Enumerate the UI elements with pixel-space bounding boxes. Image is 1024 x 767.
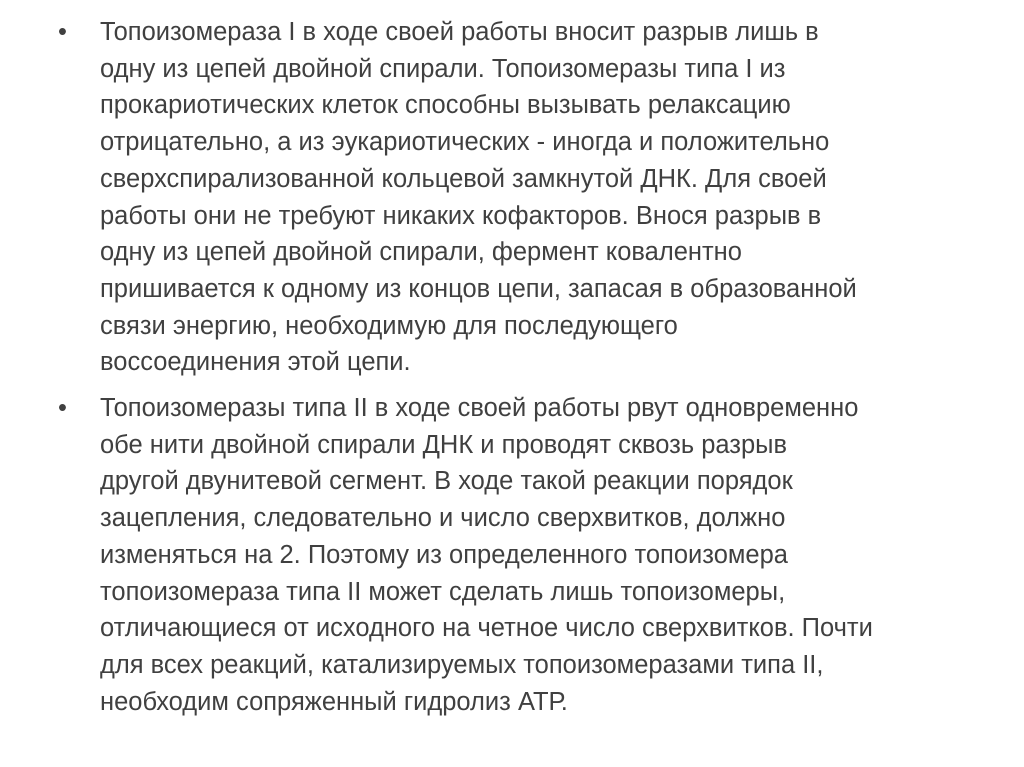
paragraph-line: Топоизомеразы типа II в ходе своей работы рвут одновременно xyxy=(100,394,859,423)
paragraph-line: топоизомераза типа II может сделать лишь топоизомеры, xyxy=(100,577,786,606)
paragraph-line: изменяться на 2. Поэтому из определенного топоизомера xyxy=(100,540,788,569)
bullet-item-topoisomerase-2 xyxy=(58,390,998,720)
paragraph-line: воссоединения этой цепи. xyxy=(100,348,411,377)
paragraph-line: обе нити двойной спирали ДНК и проводят сквозь разрыв xyxy=(100,430,788,459)
paragraph-line: одну из цепей двойной спирали. Топоизомеразы типа I из xyxy=(100,54,786,83)
paragraph-line: сверхспирализованной кольцевой замкнутой ДНК. Для своей xyxy=(100,164,827,193)
paragraph-line: отрицательно, а из эукариотических - иногда и положительно xyxy=(100,128,830,157)
bullet-list xyxy=(58,14,998,729)
paragraph-line: для всех реакций, катализируемых топоизомеразами типа II, xyxy=(100,650,824,679)
paragraph-line: другой двунитевой сегмент. В ходе такой реакции порядок xyxy=(100,467,793,496)
paragraph-line: работы они не требуют никаких кофакторов. Внося разрыв в xyxy=(100,201,822,230)
paragraph-line: одну из цепей двойной спирали, фермент ковалентно xyxy=(100,238,742,267)
paragraph-line: зацепления, следовательно и число сверхвитков, должно xyxy=(100,504,786,533)
bullet-item-topoisomerase-1 xyxy=(58,14,998,381)
bullet-icon: • xyxy=(58,394,67,423)
paragraph-line: Топоизомераза I в ходе своей работы вносит разрыв лишь в xyxy=(100,18,819,46)
paragraph-line: необходим сопряженный гидролиз АТР. xyxy=(100,687,568,716)
paragraph-line: прокариотических клеток способны вызывать релаксацию xyxy=(100,91,791,120)
bullet-icon: • xyxy=(58,18,67,46)
paragraph-line: связи энергию, необходимую для последующего xyxy=(100,311,678,340)
paragraph-line: отличающиеся от исходного на четное число сверхвитков. Почти xyxy=(100,614,873,643)
paragraph-line: пришивается к одному из концов цепи, запасая в образованной xyxy=(100,274,857,303)
